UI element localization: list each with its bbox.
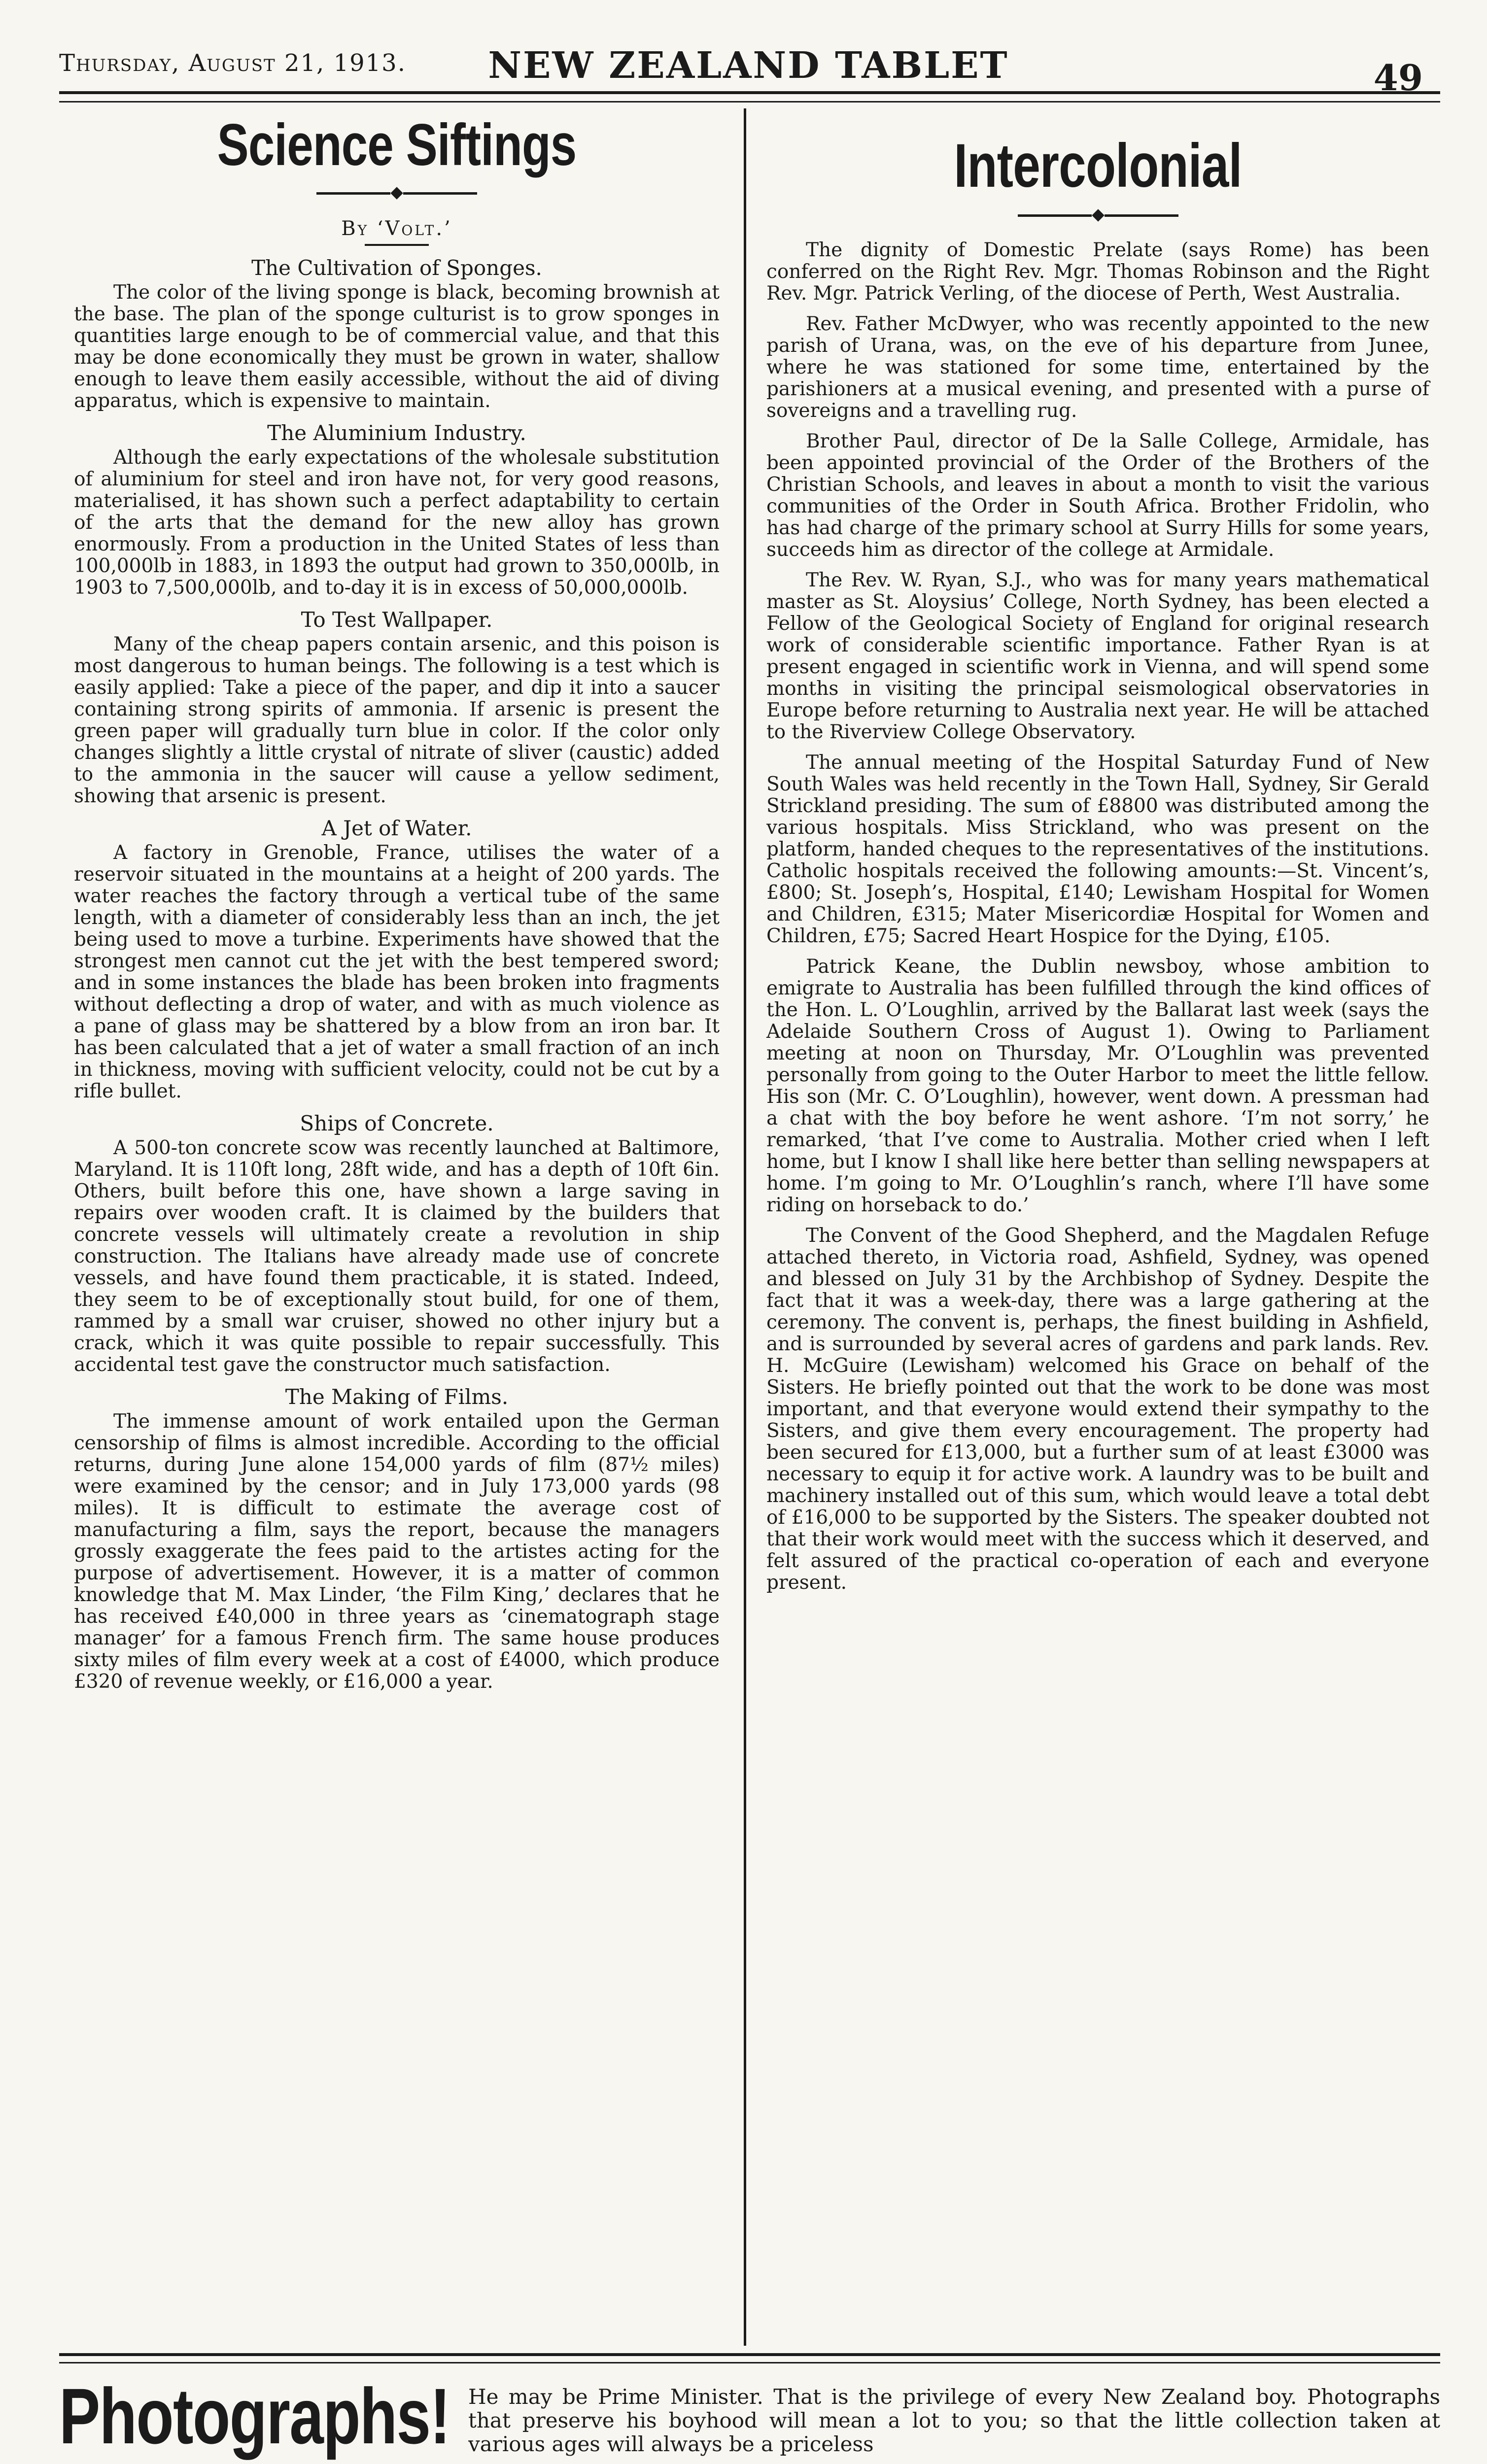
- diamond-icon: [390, 187, 403, 199]
- news-paragraph: The annual meeting of the Hospital Saturday Fund of New South Wales was held recently in the Town Hall, Sydney, Sir Gerald Strickland presiding. The sum of £8800 was distributed among the various hospitals. Miss Strickland, who was present on the platform, handed cheques to the representatives of the institutions. Catholic hospitals received the following amounts:—St. Vincent’s, £800; St. Joseph’s, Hospital, £140; Lewisham Hospital for Women and Children, £315; Mater Misericordiæ Hospital for Women and Children, £75; Sacred Heart Hospice for the Dying, £105.: [766, 752, 1429, 947]
- header-rule: [59, 91, 1440, 94]
- article-text: A factory in Grenoble, France, utilises the water of a reservoir situated in the mountains at a height of 200 yards. The water reaches the factory through a vertical tube of the same length, with a diameter of considerably less than an inch, the jet being used to move a turbine. Experiments have showed that the strongest men cannot cut the jet with the best tempered sword; and in some instances the blade has been broken into fragments without deflecting a drop of water, and with as much violence as a pane of glass may be shattered by a blow from an iron bar. It has been calculated that a jet of water a small fraction of an inch in thickness, moving with sufficient velocity, could not be cut by a rifle bullet.: [74, 842, 720, 1102]
- byline-rule: [365, 244, 429, 246]
- news-paragraph: The dignity of Domestic Prelate (says Rome) has been conferred on the Right Rev. Mgr. Thomas Robinson and the Right Rev. Mgr. Patrick Verling, of the diocese of Perth, West Australia.: [766, 239, 1429, 305]
- news-paragraph: Brother Paul, director of De la Salle College, Armidale, has been appointed provincial of the Order of the Brothers of the Christian Schools, and leaves in about a month to visit the various communities of the Order in South Africa. Brother Fridolin, who has had charge of the primary school at Surry Hills for some years, succeeds him as director of the college at Armidale.: [766, 430, 1429, 561]
- page-number: 49: [1373, 57, 1423, 99]
- diamond-icon: [1092, 209, 1104, 221]
- running-head: [59, 34, 1438, 99]
- title-ornament: [74, 189, 720, 198]
- article-heading: A Jet of Water.: [321, 816, 472, 840]
- article-text: The color of the living sponge is black, becoming brownish at the base. The plan of the sponge culturist is to grow sponges in quantities large enough to be of commercial value, and that this may be done economically they must be grown in water, shallow enough to leave them easily accessible, without the aid of diving apparatus, which is expensive to maintain.: [74, 281, 720, 412]
- article-heading: Ships of Concrete.: [300, 1111, 494, 1135]
- news-paragraph: The Rev. W. Ryan, S.J., who was for many years mathematical master as St. Aloysius’ College, North Sydney, has been elected a Fellow of the Geological Society of England for original research work of considerable scientific importance. Father Ryan is at present engaged in scientific work in Vienna, and will spend some months in visiting the principal seismological observatories in Europe before returning to Australia next year. He will be attached to the Riverview College Observatory.: [766, 569, 1429, 743]
- header-rule-thin: [59, 101, 1440, 103]
- article-heading: The Making of Films.: [285, 1385, 509, 1409]
- article-heading: The Aluminium Industry.: [267, 421, 526, 445]
- section-title-intercolonial: Intercolonial: [954, 132, 1242, 200]
- article-text: Many of the cheap papers contain arsenic, and this poison is most dangerous to human beings. The following is a test which is easily applied: Take a piece of the paper, and dip it into a saucer containing strong spirits of ammonia. If arsenic is present the green paper will gradually turn blue in color. If the color only changes slightly a little crystal of nitrate of sliver (caustic) added to the ammonia in the saucer will cause a yellow sediment, showing that arsenic is present.: [74, 633, 720, 807]
- column-divider: [744, 108, 746, 2346]
- news-paragraph: Patrick Keane, the Dublin newsboy, whose ambition to emigrate to Australia has been fulfilled through the kind offices of the Hon. L. O’Loughlin, arrived by the Ballarat last week (says the Adelaide Southern Cross of August 1). Owing to Parliament meeting at noon on Thursday, Mr. O’Loughlin was prevented personally from going to the Outer Harbor to meet the little fellow. His son (Mr. C. O’Loughlin), however, went down. A pressman had a chat with the boy before he went ashore. ‘I’m not sorry,’ he remarked, ‘that I’ve come to Australia. Mother cried when I left home, but I know I shall like here better than selling newspapers at home. I’m going to Mr. O’Loughlin’s ranch, where I’ll have some riding on horseback to do.’: [766, 956, 1429, 1216]
- issue-date: Thursday, August 21, 1913.: [59, 49, 406, 77]
- article-heading: The Cultivation of Sponges.: [251, 256, 542, 280]
- ad-headline: Photographs!: [59, 2372, 450, 2460]
- article-text: A 500-ton concrete scow was recently launched at Baltimore, Maryland. It is 110ft long, 28ft wide, and has a depth of 10ft 6in. Others, built before this one, have shown a large saving in repairs over wooden craft. It is claimed by the builders that concrete vessels will ultimately create a revolution in ship construction. The Italians have already made use of concrete vessels, and have found them practicable, it is stated. Indeed, they seem to be of exceptionally stout build, for one of them, rammed by a small war cruiser, showed no other injury but a crack, which it was quite possible to repair successfully. This accidental test gave the constructor much satisfaction.: [74, 1137, 720, 1376]
- intercolonial-column: [766, 111, 1429, 1603]
- article-text: The immense amount of work entailed upon the German censorship of films is almost incredible. According to the official returns, during June alone 154,000 yards of film (87½ miles) were examined by the censor; and in July 173,000 yards (98 miles). It is difficult to estimate the average cost of manufacturing a film, says the report, because the managers grossly exaggerate the fees paid to the artistes acting for the purpose of advertisement. However, it is a matter of common knowledge that M. Max Linder, ‘the Film King,’ declares that he has received £40,000 in three years as ‘cinematograph stage manager’ for a famous French firm. The same house produces sixty miles of film every week at a cost of £4000, which produce £320 of revenue weekly, or £16,000 a year.: [74, 1410, 720, 1693]
- science-siftings-column: [74, 111, 720, 1693]
- masthead: NEW ZEALAND TABLET: [488, 44, 1009, 87]
- news-paragraph: The Convent of the Good Shepherd, and the Magdalen Refuge attached thereto, in Victoria road, Ashfield, Sydney, was opened and blessed on July 31 by the Archbishop of Sydney. Despite the fact that it was a week-day, there was a large gathering at the ceremony. The convent is, perhaps, the finest building in Ashfield, and is surrounded by several acres of gardens and park lands. Rev. H. McGuire (Lewisham) welcomed his Grace on behalf of the Sisters. He briefly pointed out that the work to be done was most important, and that everyone would extend their sympathy to the Sisters, and give them every encouragement. The property had been secured for £13,000, but a further sum of at least £3000 was necessary to equip it for active work. A laundry was to be built and machinery installed out of this sum, which would leave a total debt of £16,000 to be supported by the Sisters. The speaker doubted not that their work would meet with the success which it deserved, and felt assured of the practical co-operation of each and everyone present.: [766, 1225, 1429, 1594]
- title-ornament: [766, 211, 1429, 220]
- article-heading: To Test Wallpaper.: [301, 608, 493, 632]
- article-text: Although the early expectations of the wholesale substitution of aluminium for steel and iron have not, for very good reasons, materialised, it has shown such a perfect adaptability to certain of the arts that the demand for the new alloy has grown enormously. From a production in the United States of less than 100,000lb in 1883, in 1893 the output had grown to 350,000lb, in 1903 to 7,500,000lb, and to-day it is in excess of 50,000,000lb.: [74, 446, 720, 599]
- news-paragraph: Rev. Father McDwyer, who was recently appointed to the new parish of Urana, was, on the eve of his departure from Junee, where he was stationed for some time, entertained by the parishioners at a musical evening, and presented with a purse of sovereigns and a travelling rug.: [766, 313, 1429, 422]
- photographs-advertisement: [59, 2365, 1440, 2464]
- ad-text: He may be Prime Minister. That is the privilege of every New Zealand boy. Photographs that preserve his boyhood will mean a lot to you; so that the little collection taken at various ages will always be a priceless: [468, 2385, 1440, 2456]
- byline: By ‘Volt.’: [341, 217, 452, 240]
- section-title-science: Science Siftings: [217, 112, 577, 178]
